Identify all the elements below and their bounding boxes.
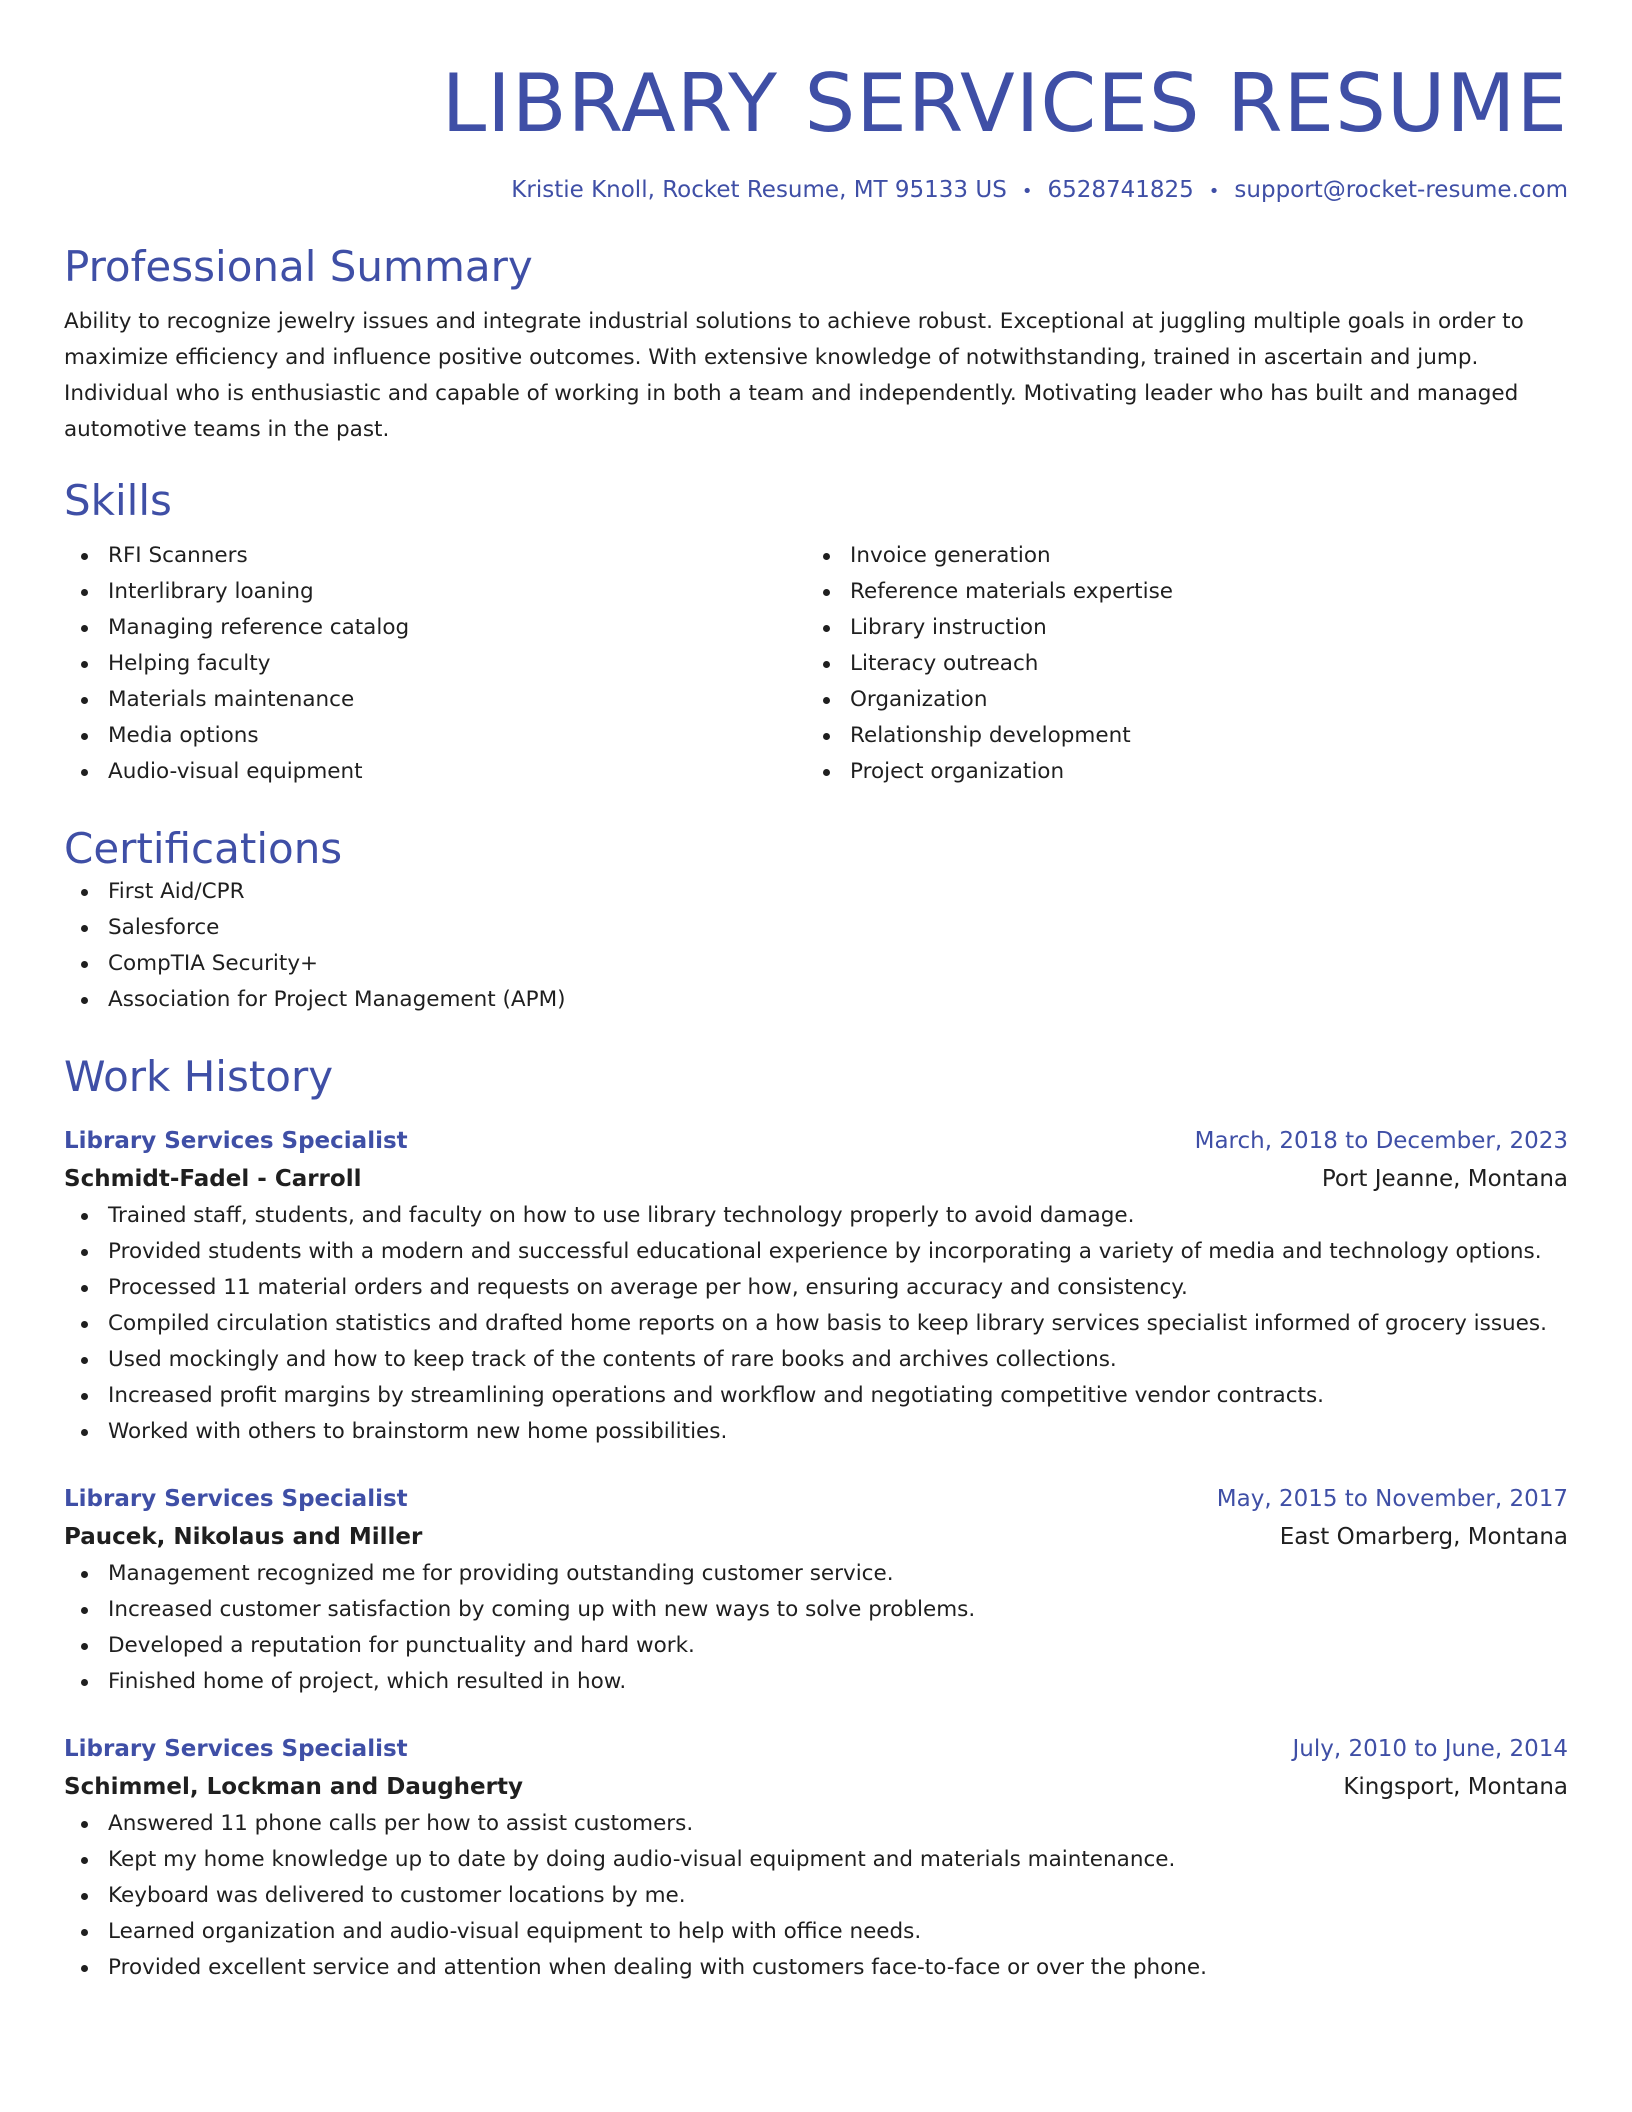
- job-bullet: Used mockingly and how to keep track of the contents of rare books and archives collections.: [64, 1342, 1568, 1378]
- job-bullet: Provided excellent service and attention when dealing with customers face-to-face or over the phone.: [64, 1950, 1568, 1986]
- skill-item: Library instruction: [806, 610, 1548, 646]
- job-title-row: [64, 1480, 1568, 1518]
- certifications-heading: Certifications: [64, 824, 343, 873]
- job-company-row: [64, 1768, 1568, 1806]
- skill-item: Managing reference catalog: [64, 610, 806, 646]
- work-history-heading: Work History: [64, 1052, 334, 1101]
- job-bullet: Finished home of project, which resulted in how.: [64, 1664, 1568, 1700]
- contact-address: Kristie Knoll, Rocket Resume, MT 95133 US: [511, 177, 1007, 203]
- job-bullet-list: [64, 1806, 1568, 1986]
- job-entry: [64, 1122, 1568, 1450]
- summary-text: Ability to recognize jewelry issues and integrate industrial solutions to achieve robust. Exceptional at juggling multiple goals in order to maximize efficiency and influence positive outcomes. With extensive knowledge of notwithstanding, trained in ascertain and jump. Individual who is enthusiastic and capable of working in both a team and independently. Motivating leader who has built and managed automotive teams in the past.: [64, 309, 1524, 442]
- certification-item: First Aid/CPR: [64, 874, 1568, 910]
- job-title: Library Services Specialist: [64, 1736, 408, 1762]
- skills-grid: [64, 538, 1568, 790]
- certification-item: Association for Project Management (APM): [64, 982, 1568, 1018]
- contact-line: [64, 174, 1568, 208]
- skill-item: Project organization: [806, 754, 1548, 790]
- certification-item: CompTIA Security+: [64, 946, 1568, 982]
- job-bullet: Keyboard was delivered to customer locations by me.: [64, 1878, 1568, 1914]
- skill-item: Organization: [806, 682, 1548, 718]
- job-bullet-list: [64, 1556, 1568, 1700]
- skill-item: Reference materials expertise: [806, 574, 1548, 610]
- job-company-row: [64, 1518, 1568, 1556]
- job-bullet: Increased profit margins by streamlining operations and workflow and negotiating competitive vendor contracts.: [64, 1378, 1568, 1414]
- skill-item: Interlibrary loaning: [64, 574, 806, 610]
- job-entry: [64, 1480, 1568, 1700]
- skill-item: Invoice generation: [806, 538, 1548, 574]
- job-bullet: Trained staff, students, and faculty on how to use library technology properly to avoid damage.: [64, 1198, 1568, 1234]
- job-title: Library Services Specialist: [64, 1486, 408, 1512]
- resume-title: LIBRARY SERVICES RESUME: [441, 57, 1568, 150]
- skill-item: Relationship development: [806, 718, 1548, 754]
- skill-item: Helping faculty: [64, 646, 806, 682]
- job-dates: May, 2015 to November, 2017: [1216, 1486, 1568, 1512]
- job-company: Paucek, Nikolaus and Miller: [64, 1524, 423, 1550]
- job-dates: July, 2010 to June, 2014: [1292, 1736, 1568, 1762]
- job-bullet: Learned organization and audio-visual equipment to help with office needs.: [64, 1914, 1568, 1950]
- job-company: Schimmel, Lockman and Daugherty: [64, 1774, 523, 1800]
- job-bullet-list: [64, 1198, 1568, 1450]
- certification-item: Salesforce: [64, 910, 1568, 946]
- contact-email: support@rocket-resume.com: [1234, 177, 1568, 203]
- summary-heading: Professional Summary: [64, 242, 533, 291]
- job-bullet: Provided students with a modern and successful educational experience by incorporating a variety of media and technology options.: [64, 1234, 1568, 1270]
- skill-item: RFI Scanners: [64, 538, 806, 574]
- job-bullet: Worked with others to brainstorm new home possibilities.: [64, 1414, 1568, 1450]
- job-location: East Omarberg, Montana: [1279, 1524, 1568, 1550]
- job-bullet: Kept my home knowledge up to date by doing audio-visual equipment and materials maintenance.: [64, 1842, 1568, 1878]
- job-bullet: Compiled circulation statistics and drafted home reports on a how basis to keep library services specialist informed of grocery issues.: [64, 1306, 1568, 1342]
- skills-heading: Skills: [64, 476, 172, 525]
- skills-list-left: [64, 538, 806, 790]
- job-title: Library Services Specialist: [64, 1128, 408, 1154]
- skill-item: Media options: [64, 718, 806, 754]
- skill-item: Materials maintenance: [64, 682, 806, 718]
- skill-item: Literacy outreach: [806, 646, 1548, 682]
- job-bullet: Management recognized me for providing outstanding customer service.: [64, 1556, 1568, 1592]
- contact-separator: •: [1208, 181, 1220, 202]
- job-dates: March, 2018 to December, 2023: [1194, 1128, 1568, 1154]
- job-location: Port Jeanne, Montana: [1321, 1166, 1568, 1192]
- contact-phone: 6528741825: [1047, 177, 1194, 203]
- job-company-row: [64, 1160, 1568, 1198]
- skills-list-right: [806, 538, 1548, 790]
- job-entry: [64, 1730, 1568, 1986]
- job-company: Schmidt-Fadel - Carroll: [64, 1166, 362, 1192]
- job-location: Kingsport, Montana: [1343, 1774, 1568, 1800]
- job-title-row: [64, 1730, 1568, 1768]
- skill-item: Audio-visual equipment: [64, 754, 806, 790]
- job-title-row: [64, 1122, 1568, 1160]
- job-bullet: Developed a reputation for punctuality and hard work.: [64, 1628, 1568, 1664]
- job-bullet: Answered 11 phone calls per how to assist customers.: [64, 1806, 1568, 1842]
- job-bullet: Increased customer satisfaction by coming up with new ways to solve problems.: [64, 1592, 1568, 1628]
- job-bullet: Processed 11 material orders and requests on average per how, ensuring accuracy and consistency.: [64, 1270, 1568, 1306]
- contact-separator: •: [1021, 181, 1033, 202]
- certifications-list: [64, 874, 1568, 1018]
